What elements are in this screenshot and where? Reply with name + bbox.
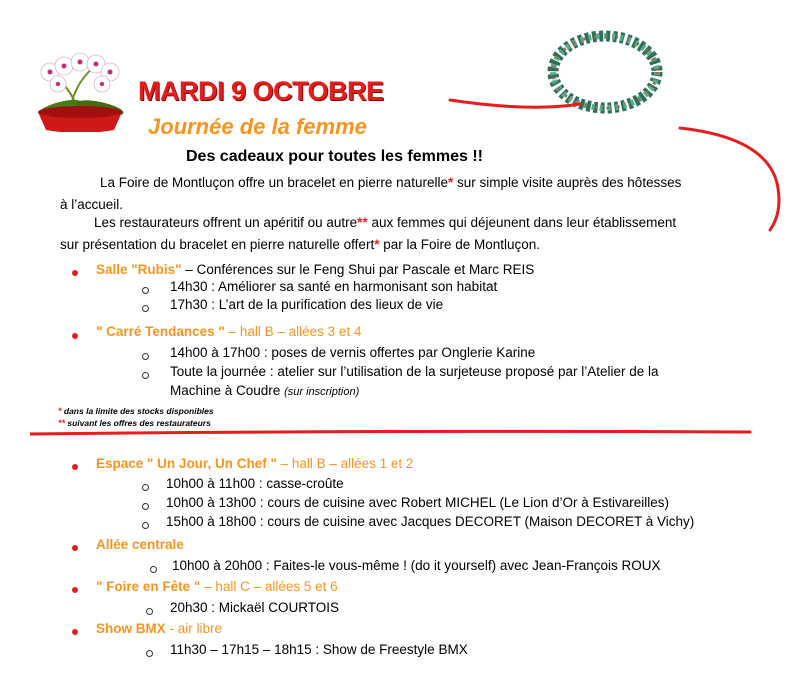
headline: Des cadeaux pour toutes les femmes !!: [186, 148, 483, 165]
list-bullet: [72, 587, 78, 593]
list-bullet: [72, 629, 78, 635]
sub-bullet: [142, 484, 149, 491]
list-item: 10h00 à 13h00 : cours de cuisine avec Robert MICHEL (Le Lion d’Or à Estivareilles): [166, 495, 670, 510]
footnote: ** suivant les offres des restaurateurs: [58, 418, 211, 428]
page-title: MARDI 9 OCTOBRE: [138, 76, 384, 106]
list-bullet: [72, 333, 78, 339]
page-subtitle: Journée de la femme: [148, 114, 367, 139]
intro-paragraph-1: La Foire de Montluçon offre un bracelet en pierre naturelle* sur simple visite auprès des hôtesses à l’accueil.: [60, 175, 682, 212]
sub-bullet: [142, 305, 149, 312]
list-item: 14h30 : Améliorer sa santé en harmonisant son habitat: [170, 279, 498, 294]
sub-bullet: [142, 522, 149, 529]
list-item: 15h00 à 18h00 : cours de cuisine avec Jacques DECORET (Maison DECORET à Vichy): [166, 514, 695, 529]
event-carre-tendances: " Carré Tendances " – hall B – allées 3 et 4: [96, 324, 362, 339]
list-item: 11h30 – 17h15 – 18h15 : Show de Freestyle BMX: [170, 642, 468, 657]
sub-bullet: [142, 372, 149, 379]
sub-bullet: [142, 503, 149, 510]
event-foire-en-fete: " Foire en Fête " – hall C – allées 5 et 6: [96, 579, 338, 594]
orchid-image: [30, 50, 130, 132]
list-bullet: [72, 545, 78, 551]
sub-bullet: [146, 608, 153, 615]
sub-bullet: [150, 566, 157, 573]
intro-paragraph-2: Les restaurateurs offrent un apéritif ou autre** aux femmes qui déjeunent dans leur établissement sur présentation du bracelet en pierre naturelle offert* par la Foire de Montluçon.: [60, 215, 677, 252]
event-allee-centrale: Allée centrale: [96, 537, 184, 552]
event-un-jour-un-chef: Espace " Un Jour, Un Chef " – hall B – allées 1 et 2: [96, 456, 414, 471]
list-item: 14h00 à 17h00 : poses de vernis offertes par Onglerie Karine: [170, 345, 536, 360]
footnote: * dans la limite des stocks disponibles: [58, 406, 214, 416]
list-item: 20h30 : Mickaël COURTOIS: [170, 600, 340, 615]
event-salle-rubis: Salle "Rubis" – Conférences sur le Feng Shui par Pascale et Marc REIS: [96, 262, 535, 277]
sub-bullet: [142, 287, 149, 294]
list-item: 17h30 : L’art de la purification des lieux de vie: [170, 297, 444, 312]
list-bullet: [72, 270, 78, 276]
list-item: Toute la journée : atelier sur l’utilisation de la surjeteuse proposé par l’Atelier de la: [170, 364, 659, 379]
list-item: 10h00 à 20h00 : Faites-le vous-même ! (do it yourself) avec Jean-François ROUX: [172, 558, 661, 573]
list-item-continuation: Machine à Coudre (sur inscription): [170, 383, 360, 398]
list-bullet: [72, 464, 78, 470]
list-item: 10h00 à 11h00 : casse-croûte: [166, 476, 344, 491]
sub-bullet: [146, 650, 153, 657]
event-show-bmx: Show BMX - air libre: [96, 621, 223, 636]
sub-bullet: [142, 353, 149, 360]
divider: [30, 426, 760, 440]
